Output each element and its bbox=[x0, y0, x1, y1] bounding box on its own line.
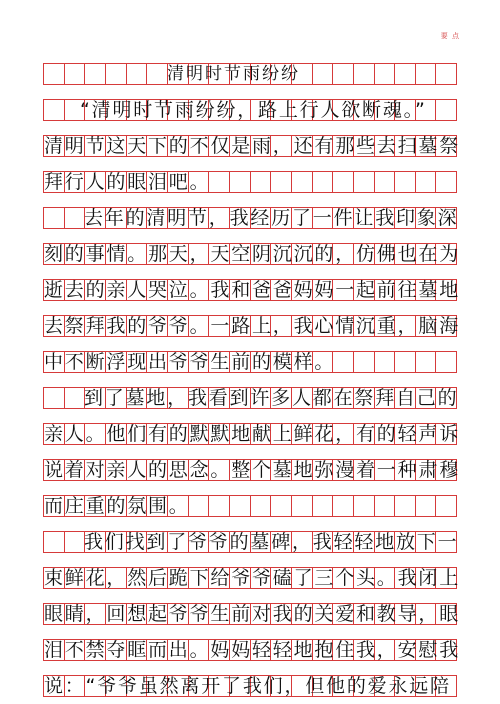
grid-row bbox=[43, 344, 457, 380]
grid-row-title bbox=[43, 56, 457, 92]
essay-line: 逝去的亲人哭泣。我和爸爸妈妈一起前往墓地 bbox=[44, 279, 461, 301]
essay-line: “清明时节雨纷纷，路上行人欲断魂。” bbox=[80, 99, 427, 121]
essay-line: 泪不禁夺眶而出。妈妈轻轻地抱住我，安慰我 bbox=[44, 639, 461, 661]
essay-line: 而庄重的氛围。 bbox=[44, 495, 190, 517]
grid-row bbox=[43, 92, 457, 128]
essay-line: 说：“爷爷虽然离开了我们，但他的爱永远陪 bbox=[44, 675, 451, 697]
essay-line: 去年的清明节，我经历了一件让我印象深 bbox=[84, 207, 459, 229]
grid-row bbox=[43, 416, 461, 452]
essay-line: 刻的事情。那天，天空阴沉沉的，仿佛也在为 bbox=[44, 243, 461, 265]
essay-line: 说着对亲人的思念。整个墓地弥漫着一种肃穆 bbox=[44, 459, 461, 481]
grid-row bbox=[43, 596, 461, 632]
grid-row bbox=[43, 272, 461, 308]
essay-line: 我们找到了爷爷的墓碑，我轻轻地放下一 bbox=[84, 531, 459, 553]
grid-row bbox=[43, 524, 457, 560]
grid-row bbox=[43, 308, 461, 344]
essay-line: 到了墓地，我看到许多人都在祭拜自己的 bbox=[84, 387, 459, 409]
essay-line: 去祭拜我的爷爷。一路上，我心情沉重，脑海 bbox=[44, 315, 461, 337]
essay-line: 束鲜花，然后跪下给爷爷磕了三个头。我闭上 bbox=[44, 567, 461, 589]
essay-line: 亲人。他们有的默默地献上鲜花，有的轻声诉 bbox=[44, 423, 461, 445]
grid-row bbox=[43, 452, 461, 488]
grid-row bbox=[43, 632, 461, 668]
essay-line: 眼睛，回想起爷爷生前对我的关爱和教导，眼 bbox=[44, 603, 461, 625]
grid-row bbox=[43, 668, 457, 704]
essay-line: 拜行人的眼泪吧。 bbox=[44, 171, 211, 193]
essay-line: 中不断浮现出爷爷生前的模样。 bbox=[44, 351, 336, 373]
grid-row bbox=[43, 128, 461, 164]
grid-row bbox=[43, 488, 457, 524]
essay-title: 清明时节雨纷纷 bbox=[167, 64, 300, 84]
header-mark: 要 点 bbox=[440, 32, 460, 40]
grid-row bbox=[43, 164, 457, 200]
grid-row bbox=[43, 560, 461, 596]
grid-row bbox=[43, 380, 457, 416]
manuscript-grid bbox=[43, 56, 461, 704]
grid-row bbox=[43, 200, 457, 236]
grid-row bbox=[43, 236, 461, 272]
essay-line: 清明节这天下的不仅是雨，还有那些去扫墓祭 bbox=[44, 135, 461, 157]
